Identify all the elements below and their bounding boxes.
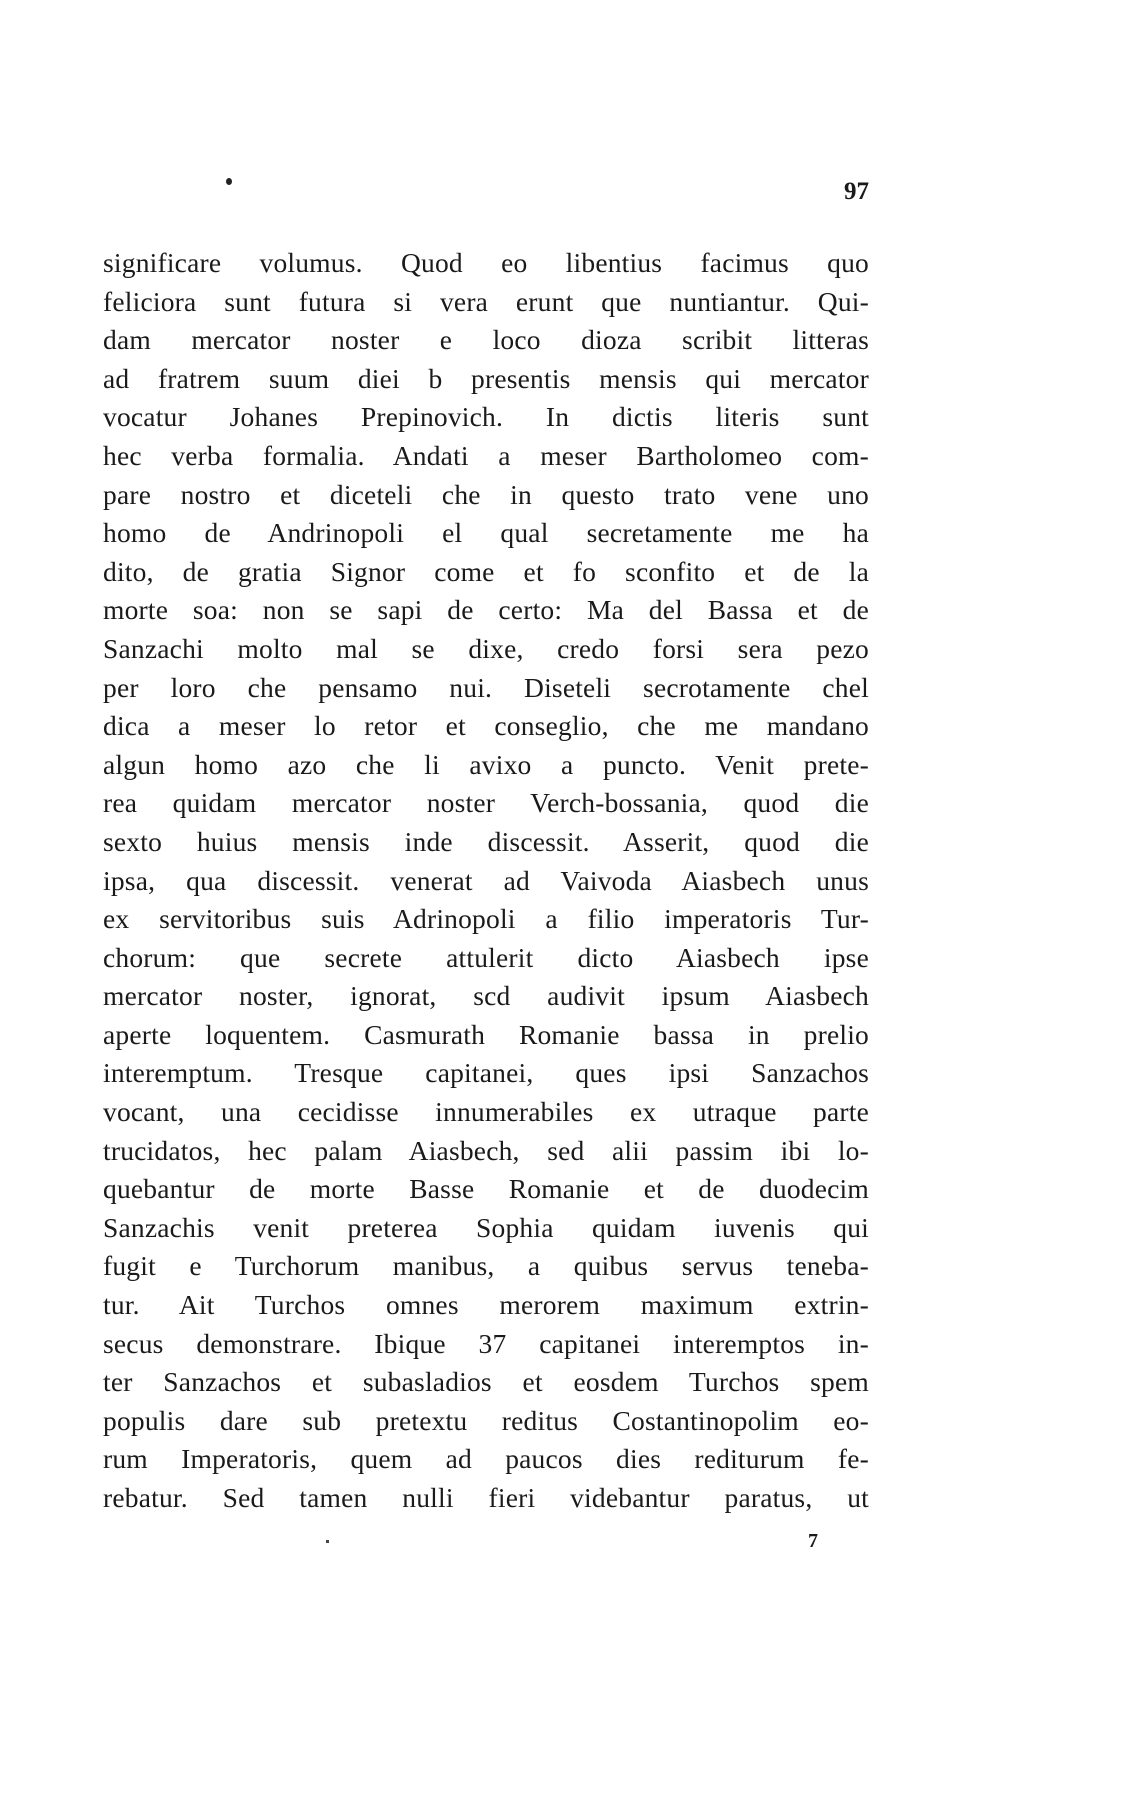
text-line: interemptum. Tresque capitanei, ques ipsi Sanzachos <box>103 1057 869 1089</box>
text-line: homo de Andrinopoli el qual secretamente me ha <box>103 517 869 549</box>
text-line: ter Sanzachos et subasladios et eosdem Turchos spem <box>103 1366 869 1398</box>
text-line: dito, de gratia Signor come et fo sconfito et de la <box>103 555 869 587</box>
text-line: quebantur de morte Basse Romanie et de duodecim <box>103 1173 869 1205</box>
text-line: pare nostro et diceteli che in questo trato vene uno <box>103 478 869 510</box>
text-line: morte soa: non se sapi de certo: Ma del Bassa et de <box>103 594 869 626</box>
text-line: trucidatos, hec palam Aiasbech, sed alii passim ibi lo- <box>103 1134 869 1166</box>
text-line: secus demonstrare. Ibique 37 capitanei interemptos in- <box>103 1327 869 1359</box>
body-text <box>103 244 869 1518</box>
text-line: algun homo azo che li avixo a puncto. Venit prete- <box>103 748 869 780</box>
text-line: vocant, una cecidisse innumerabiles ex utraque parte <box>103 1096 869 1128</box>
text-line: rebatur. Sed tamen nulli fieri videbantur paratus, ut <box>103 1482 869 1513</box>
text-line: dica a meser lo retor et conseglio, che me mandano <box>103 710 869 742</box>
text-line: rea quidam mercator noster Verch-bossania, quod die <box>103 787 869 819</box>
text-line: sexto huius mensis inde discessit. Asserit, quod die <box>103 825 869 857</box>
text-line: Sanzachis venit preterea Sophia quidam iuvenis qui <box>103 1211 869 1243</box>
text-line: fugit e Turchorum manibus, a quibus servus teneba- <box>103 1250 869 1282</box>
ink-speck <box>326 1540 329 1543</box>
text-line: vocatur Johanes Prepinovich. In dictis literis sunt <box>103 401 869 433</box>
text-line: ad fratrem suum diei b presentis mensis qui mercator <box>103 362 869 394</box>
text-line: chorum: que secrete attulerit dicto Aiasbech ipse <box>103 941 869 973</box>
text-line: Sanzachi molto mal se dixe, credo forsi sera pezo <box>103 632 869 664</box>
text-line: significare volumus. Quod eo libentius facimus quo <box>103 247 869 278</box>
text-line: populis dare sub pretextu reditus Costantinopolim eo- <box>103 1404 869 1436</box>
text-line: mercator noster, ignorat, scd audivit ipsum Aiasbech <box>103 980 869 1012</box>
text-line: rum Imperatoris, quem ad paucos dies rediturum fe- <box>103 1443 869 1475</box>
text-line: aperte loquentem. Casmurath Romanie bassa in prelio <box>103 1018 869 1050</box>
signature-mark: 7 <box>808 1530 818 1552</box>
text-line: ex servitoribus suis Adrinopoli a filio imperatoris Tur- <box>103 903 869 935</box>
text-line: tur. Ait Turchos omnes merorem maximum extrin- <box>103 1289 869 1321</box>
page-number: 97 <box>844 178 869 205</box>
text-line: hec verba formalia. Andati a meser Bartholomeo com- <box>103 439 869 471</box>
text-line: feliciora sunt futura si vera erunt que nuntiantur. Qui- <box>103 285 869 317</box>
text-line: dam mercator noster e loco dioza scribit litteras <box>103 324 869 356</box>
text-line: per loro che pensamo nui. Diseteli secrotamente chel <box>103 671 869 703</box>
text-line: ipsa, qua discessit. venerat ad Vaivoda Aiasbech unus <box>103 864 869 896</box>
ink-speck <box>226 178 232 185</box>
